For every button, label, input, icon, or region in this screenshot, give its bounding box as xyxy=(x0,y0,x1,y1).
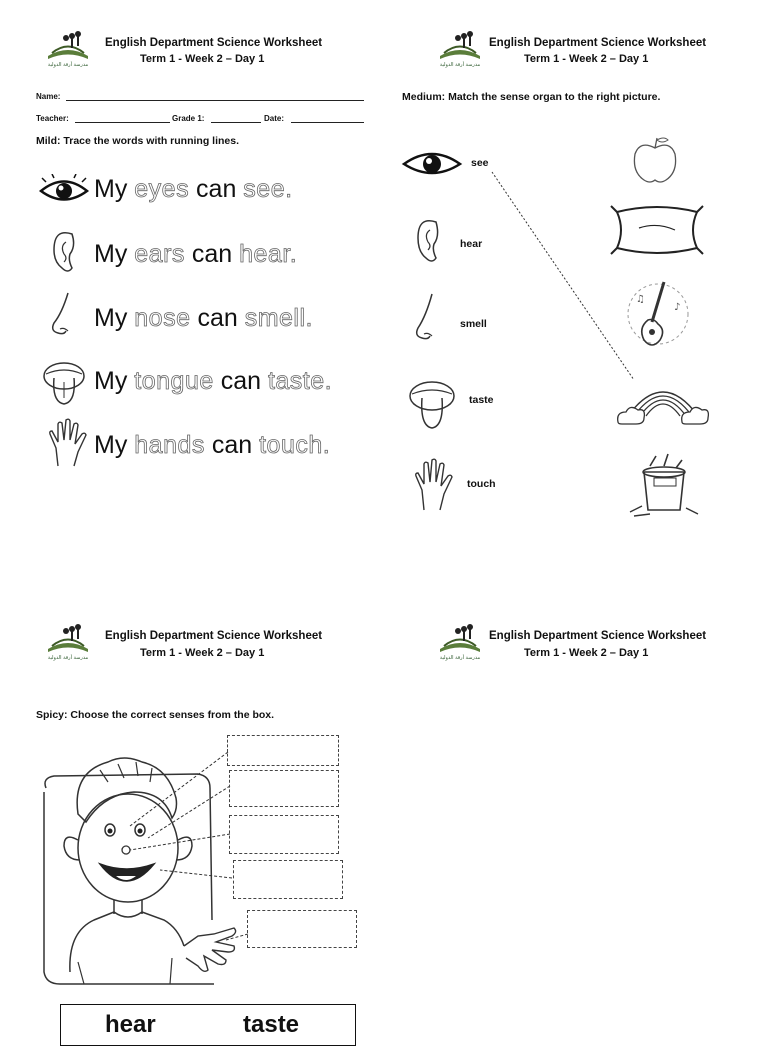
school-logo xyxy=(434,26,486,70)
trace-word[interactable]: eyes xyxy=(134,175,190,203)
word-bank-item[interactable]: taste xyxy=(243,1011,300,1038)
word-bank-box xyxy=(60,1004,356,1046)
worksheet-title: English Department Science Worksheet xyxy=(489,630,707,642)
worksheet-subtitle: Term 1 - Week 2 – Day 1 xyxy=(524,53,649,65)
guitar-picture[interactable] xyxy=(624,274,692,354)
trace-prefix: My xyxy=(94,367,135,395)
trace-word[interactable]: nose xyxy=(134,304,191,332)
answer-box[interactable] xyxy=(247,910,357,948)
svg-text:مدرسة أرقة الدولية: مدرسة أرقة الدولية xyxy=(47,655,89,661)
sense-word-see[interactable]: see xyxy=(471,157,489,169)
trace-word[interactable]: hear xyxy=(239,240,290,268)
ear-icon xyxy=(410,216,446,270)
trace-line xyxy=(94,175,293,204)
word-bank-item[interactable]: hear xyxy=(105,1011,156,1038)
trace-word[interactable]: tongue xyxy=(134,367,214,395)
mouth-icon xyxy=(406,376,458,432)
hand-icon xyxy=(44,418,92,468)
trace-prefix: My xyxy=(94,240,135,268)
trace-middle: can xyxy=(213,367,268,395)
trace-word[interactable]: see xyxy=(243,175,286,203)
sense-word-touch[interactable]: touch xyxy=(467,478,496,490)
trace-prefix: My xyxy=(94,304,135,332)
trace-line xyxy=(94,431,330,460)
apple-picture[interactable] xyxy=(630,134,680,186)
trace-period: . xyxy=(285,175,293,203)
trace-middle: can xyxy=(190,304,245,332)
mild-instruction: Mild: Trace the words with running lines. xyxy=(36,135,240,147)
svg-text:مدرسة أرقة الدولية: مدرسة أرقة الدولية xyxy=(439,655,481,661)
trace-prefix: My xyxy=(94,175,135,203)
worksheet-subtitle: Term 1 - Week 2 – Day 1 xyxy=(524,647,649,659)
trace-line xyxy=(94,304,313,333)
trace-period: . xyxy=(289,240,298,268)
svg-text:♪: ♪ xyxy=(674,302,681,313)
nose-icon xyxy=(410,292,446,348)
trash-can-picture[interactable] xyxy=(626,452,702,518)
teacher-label: Teacher: xyxy=(36,114,69,123)
svg-text:مدرسة أرقة الدولية: مدرسة أرقة الدولية xyxy=(439,62,481,68)
ear-icon xyxy=(46,228,82,278)
trace-word[interactable]: smell xyxy=(244,304,306,332)
hand-icon xyxy=(410,458,460,512)
answer-box[interactable] xyxy=(229,815,339,854)
trace-word[interactable]: touch xyxy=(259,431,323,459)
name-label: Name: xyxy=(36,92,61,101)
trace-word[interactable]: ears xyxy=(134,240,185,268)
worksheet-title: English Department Science Worksheet xyxy=(105,37,323,49)
medium-instruction: Medium: Match the sense organ to the right picture. xyxy=(402,91,661,103)
trace-middle: can xyxy=(184,240,240,268)
nose-icon xyxy=(46,291,82,341)
eye-icon xyxy=(401,146,463,182)
trace-line xyxy=(94,367,332,396)
spicy-instruction: Spicy: Choose the correct senses from the box. xyxy=(36,709,275,721)
eye-icon xyxy=(38,174,90,208)
sense-word-smell[interactable]: smell xyxy=(460,318,487,330)
trace-prefix: My xyxy=(94,431,135,459)
trace-period: . xyxy=(305,304,313,332)
svg-text:♫: ♫ xyxy=(636,294,645,305)
grade-field[interactable] xyxy=(211,122,261,123)
school-logo xyxy=(42,26,94,70)
trace-period: . xyxy=(324,367,333,395)
date-label: Date: xyxy=(264,114,285,123)
rainbow-picture[interactable] xyxy=(616,372,710,428)
answer-box[interactable] xyxy=(233,860,343,899)
name-field[interactable] xyxy=(66,100,364,101)
sense-word-taste[interactable]: taste xyxy=(469,394,494,406)
svg-text:مدرسة أرقة الدولية: مدرسة أرقة الدولية xyxy=(47,62,89,68)
trace-word[interactable]: hands xyxy=(134,431,205,459)
date-field[interactable] xyxy=(291,122,364,123)
pillow-picture[interactable] xyxy=(609,200,705,260)
worksheet-subtitle: Term 1 - Week 2 – Day 1 xyxy=(140,647,265,659)
trace-line xyxy=(94,240,297,269)
mouth-icon xyxy=(40,356,88,408)
worksheet-subtitle: Term 1 - Week 2 – Day 1 xyxy=(140,53,265,65)
school-logo xyxy=(434,619,486,663)
trace-word[interactable]: taste xyxy=(267,367,325,395)
trace-period: . xyxy=(322,431,331,459)
teacher-field[interactable] xyxy=(75,122,170,123)
worksheet-title: English Department Science Worksheet xyxy=(489,37,707,49)
trace-middle: can xyxy=(204,431,260,459)
sense-word-hear[interactable]: hear xyxy=(460,238,483,250)
school-logo xyxy=(42,619,94,663)
worksheet-title: English Department Science Worksheet xyxy=(105,630,323,642)
answer-box[interactable] xyxy=(229,770,339,807)
trace-middle: can xyxy=(189,175,244,203)
grade-label: Grade 1: xyxy=(172,114,205,123)
answer-box[interactable] xyxy=(227,735,339,766)
